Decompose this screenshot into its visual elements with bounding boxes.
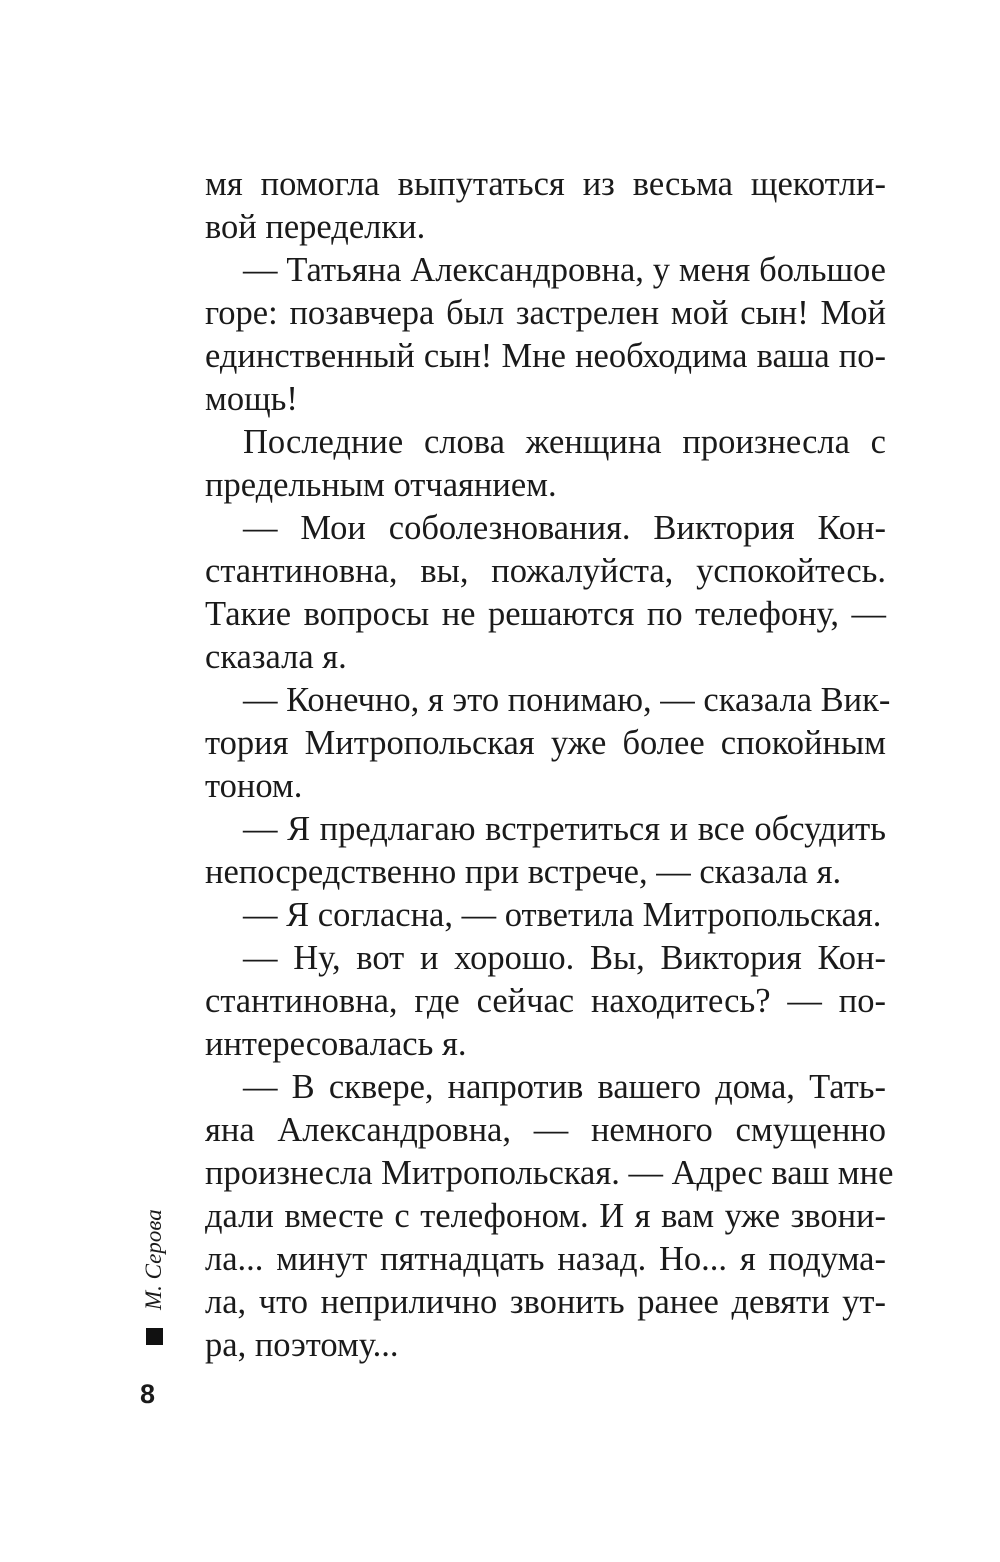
text-line: — Я согласна, — ответила Митропольская. bbox=[243, 896, 882, 934]
text-line: — Конечно, я это понимаю, — сказала Вик- bbox=[243, 681, 891, 719]
text-line: ла... минут пятнадцать назад. Но... я подума- bbox=[205, 1240, 886, 1278]
text-line: — Татьяна Александровна, у меня большое bbox=[243, 251, 886, 289]
text-line: — Ну, вот и хорошо. Вы, Виктория Кон- bbox=[243, 939, 886, 977]
text-line: — Я предлагаю встретиться и все обсудить bbox=[243, 810, 886, 848]
text-line: произнесла Митропольская. — Адрес ваш мне bbox=[205, 1154, 894, 1192]
text-line: единственный сын! Мне необходима ваша по- bbox=[205, 337, 886, 375]
text-line: тоном. bbox=[205, 767, 303, 805]
square-ornament-icon bbox=[146, 1328, 163, 1345]
text-line: мя помогла выпутаться из весьма щекотли- bbox=[205, 165, 886, 203]
text-line: ра, поэтому... bbox=[205, 1326, 399, 1364]
text-line: — Мои соболезнования. Виктория Кон- bbox=[243, 509, 886, 547]
text-line: стантиновна, где сейчас находитесь? — по- bbox=[205, 982, 886, 1020]
text-line: ла, что неприлично звонить ранее девяти ут- bbox=[205, 1283, 886, 1321]
text-line: интересовалась я. bbox=[205, 1025, 467, 1063]
text-line: предельным отчаянием. bbox=[205, 466, 557, 504]
running-head bbox=[134, 1210, 174, 1350]
page-number: 8 bbox=[140, 1379, 156, 1409]
text-line: тория Митропольская уже более спокойным bbox=[205, 724, 886, 762]
text-line: — В сквере, напротив вашего дома, Тать- bbox=[243, 1068, 886, 1106]
text-line: вой переделки. bbox=[205, 208, 426, 246]
text-line: сказала я. bbox=[205, 638, 347, 676]
text-line: дали вместе с телефоном. И я вам уже звони- bbox=[205, 1197, 886, 1235]
running-head-author: М. Серова bbox=[141, 1209, 166, 1310]
text-line: горе: позавчера был застрелен мой сын! Мой bbox=[205, 294, 886, 332]
text-line: мощь! bbox=[205, 380, 298, 418]
text-line: яна Александровна, — немного смущенно bbox=[205, 1111, 886, 1149]
text-line: непосредственно при встрече, — сказала я. bbox=[205, 853, 842, 891]
text-line: стантиновна, вы, пожалуйста, успокойтесь. bbox=[205, 552, 886, 590]
body-text bbox=[205, 163, 894, 1367]
text-line: Такие вопросы не решаются по телефону, — bbox=[205, 595, 886, 633]
text-line: Последние слова женщина произнесла с bbox=[243, 423, 886, 461]
